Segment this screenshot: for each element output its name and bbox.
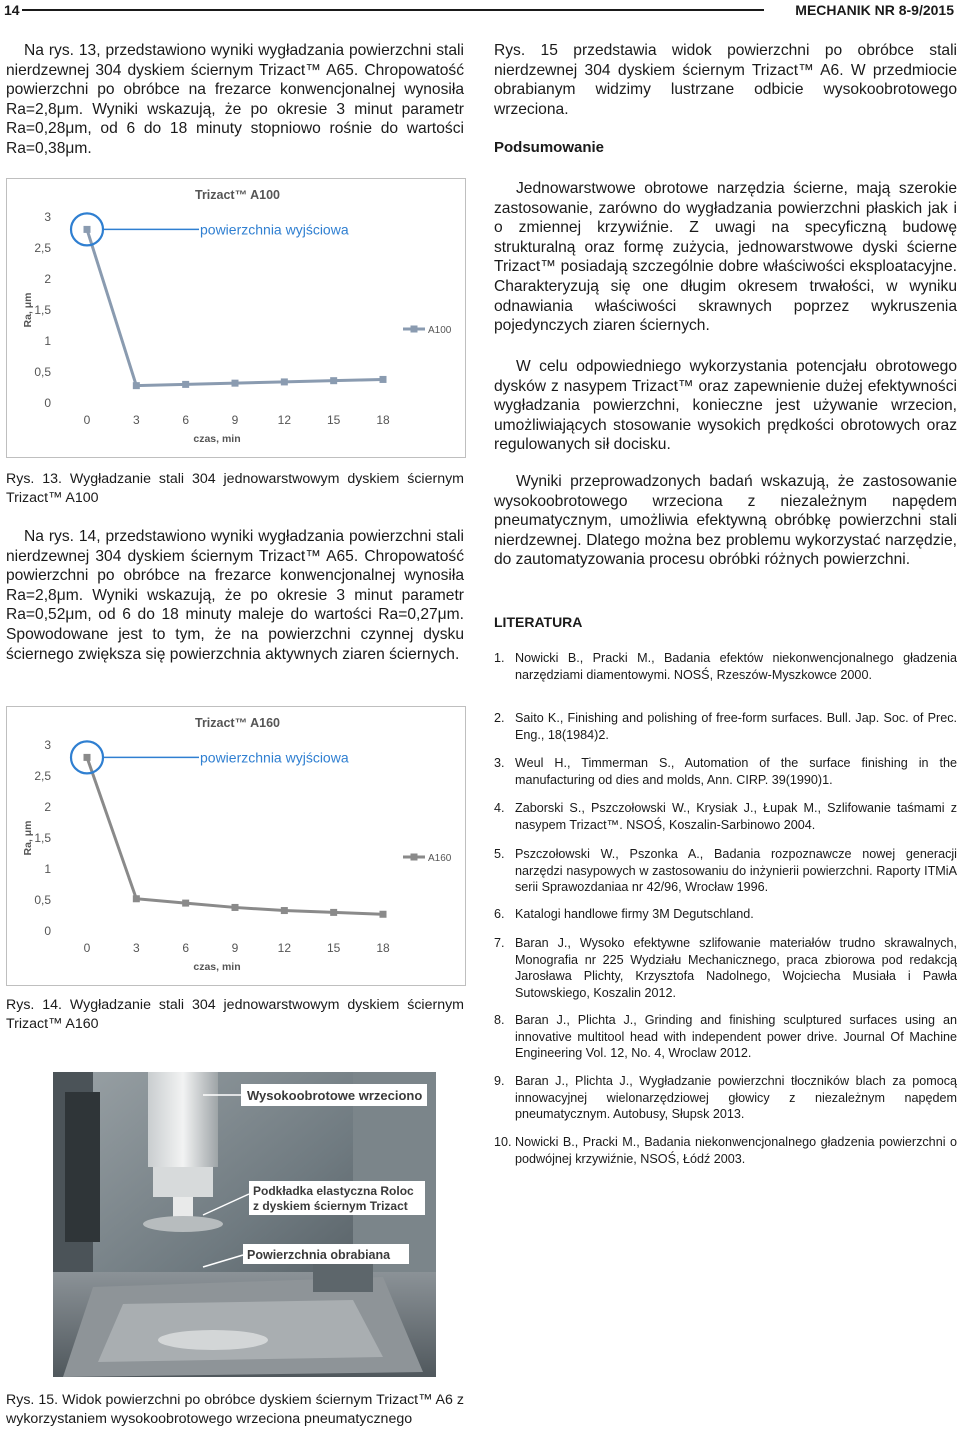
literature-heading: LITERATURA [494,614,583,630]
legend-marker [411,854,418,861]
photo-label-spindle: Wysokoobrotowe wrzeciono [247,1088,423,1103]
data-point [281,378,288,385]
series-line [87,757,383,914]
y-axis-label: Ra, μm [22,292,34,328]
reference-text: Katalogi handlowe firmy 3M Degutschland. [515,907,754,921]
data-point [133,382,140,389]
chart-a100 [6,178,466,458]
machine-photo-svg [53,1072,436,1377]
y-tick-label: 2,5 [34,241,51,255]
reference-item [494,935,957,1001]
x-tick-label: 9 [231,941,239,955]
y-tick-label: 2 [44,272,51,286]
y-tick-label: 0 [44,396,51,410]
y-tick-label: 1,5 [34,831,51,845]
x-tick-label: 18 [376,413,390,427]
reference-number: 4. [494,801,505,815]
data-point [380,911,387,918]
reference-number: 6. [494,907,505,921]
right-paragraph-1: Rys. 15 przedstawia widok powierzchni po obróbce stali nierdzewnej 304 dyskiem ściernym Trizact™ A6. W przedmiocie obrabianym widzimy lustrzane odbicie wysokoobrotowego wrzeciona. [494,42,957,118]
data-point [380,376,387,383]
summary-paragraph-3: Wyniki przeprowadzonych badań wskazują, że zastosowanie wysokoobrotowego wrzeciona z niezależnym napędem pneumatycznym, umożliwia efektywną obróbkę powierzchni stali nierdzewnej. Dlatego można bez problemu wykorzystać narzędzie, do zautomatyzowania procesu obróbki różnych powierzchni. [494,473,957,569]
legend-label: A160 [428,853,452,864]
x-tick-label: 3 [132,413,140,427]
chart-a160-svg [7,707,465,985]
y-tick-label: 1 [44,334,51,348]
x-tick-label: 15 [326,413,341,427]
data-point [84,226,91,233]
x-tick-label: 3 [132,941,140,955]
reference-text: Zaborski S., Pszczołowski W., Krysiak J., Łupak M., Szlifowanie taśmami z nasypem Trizact™. NSOŚ, Koszalin-Sarbinowo 2004. [515,801,957,832]
data-point [330,909,337,916]
data-point [232,380,239,387]
photo-label-pad-1: Podkładka elastyczna Roloc [253,1184,414,1198]
x-tick-label: 0 [83,941,91,955]
x-axis-label: czas, min [193,961,241,973]
summary-heading: Podsumowanie [494,139,605,156]
x-tick-label: 0 [83,413,91,427]
y-tick-label: 2,5 [34,769,51,783]
left-paragraph-2: Na rys. 14, przedstawiono wyniki wygładzania powierzchni stali nierdzewnej 304 dyskiem ściernym Trizact™ A65. Chropowatość powierzchni po obróbce na frezarce konwencjonalnej wynosiła Ra=2,8μm. Wyniki wskazują, że po okresie 3 minut parametr Ra=0,52μm, od 6 do 18 minuty maleje do wartości Ra=0,27μm. Spowodowane jest to tym, że na powierzchni czynnej dysku ściernego zwiększa się powierzchnia aktywnych ziaren ściernych. [6,528,464,663]
y-axis-label: Ra, μm [22,820,34,856]
y-tick-label: 0 [44,924,51,938]
reference-number: 1. [494,651,505,665]
reference-number: 7. [494,936,505,950]
data-point [281,907,288,914]
series-line [87,229,383,385]
machine-photo [53,1072,436,1377]
reference-text: Baran J., Wysoko efektywne szlifowanie materiałów trudno skrawalnych, Monografia nr 225 Wydziału Mechanicznego, praca zbiorowa pod redakcją Jarosława Plichty, Krzysztofa Nadolnego, Wojciecha Musiała i Pawła Sutowskiego, Koszalin 2012. [515,936,957,1000]
data-point [84,754,91,761]
reference-number: 9. [494,1074,505,1088]
chart-a100-svg [7,179,465,457]
annotation-label: powierzchnia wyjściowa [200,749,349,766]
reference-item [494,755,957,788]
y-tick-label: 1 [44,862,51,876]
reference-item [494,906,957,923]
chart-title: Trizact™ A100 [195,188,280,202]
y-tick-label: 0,5 [34,365,51,379]
data-point [330,377,337,384]
reference-item [494,650,957,683]
x-tick-label: 6 [182,413,190,427]
y-tick-label: 3 [44,210,51,224]
reference-text: Weul H., Timmerman S., Automation of the surface finishing in the manufacturing od dies and molds, Ann. CIRP. 39(1990)1. [515,756,957,787]
reference-number: 8. [494,1013,505,1027]
summary-paragraph-2: W celu odpowiedniego wykorzystania potencjału obrotowego dysków z nasypem Trizact™ oraz zapewnienie dużej efektywności wygładzania powierzchni, konieczne jest używanie wrzecion, umożliwiających stosowanie wysokich prędkości obrotowych oraz regulowanych sił docisku. [494,358,957,454]
reference-text: Saito K., Finishing and polishing of free-form surfaces. Bull. Jap. Soc. of Prec. Eng., 18(1984)2. [515,711,957,742]
reference-item [494,800,957,833]
photo-label-surface: Powierzchnia obrabiana [247,1248,391,1262]
reference-item [494,710,957,743]
caption-fig-13: Rys. 13. Wygładzanie stali 304 jednowarstwowym dyskiem ściernym Trizact™ A100 [6,471,464,506]
y-tick-label: 2 [44,800,51,814]
annotation-label: powierzchnia wyjściowa [200,221,349,238]
data-point [232,904,239,911]
photo-label-pad-2: z dyskiem ściernym Trizact [253,1199,408,1213]
reference-text: Nowicki B., Pracki M., Badania efektów niekonwencjonalnego gładzenia narzędziami diamentowymi. NOSŚ, Rzeszów-Myszkowce 2000. [515,651,957,682]
left-paragraph-1: Na rys. 13, przedstawiono wyniki wygładzania powierzchni stali nierdzewnej 304 dyskiem ściernym Trizact™ A65. Chropowatość powierzchni po obróbce na frezarce konwencjonalnej wynosiła Ra=2,8μm. Wyniki wskazują, że po okresie 3 minut parametr Ra=0,28μm, od 6 do 18 minuty stopniowo rośnie do wartości Ra=0,38μm. [6,42,464,157]
x-tick-label: 12 [277,941,292,955]
summary-paragraph-1: Jednowarstwowe obrotowe narzędzia ścierne, mają szerokie zastosowanie, zarówno do wygładzania powierzchni płaskich jak i o zmiennej krzywiźnie. Z uwagi na specyficzną budowę strukturalną oraz formę zużycia, jednowarstwowe dyski ścierne Trizact™ posiadają szczególnie dobre właściwości eksploatacyjne. Charakteryzują się one długim okresem trwałości, w wyniku odnawiania właściwości skrawnych poprzez wykruszenia pojedynczych ziaren ściernych. [494,180,957,335]
y-tick-label: 1,5 [34,303,51,317]
reference-item [494,1073,957,1123]
reference-text: Baran J., Plichta J., Grinding and finishing sculptured surfaces using an innovative multitool head with independent power drive. Journal Of Machine Engineering Vol. 12, No. 4, Wroclaw 2012. [515,1013,957,1060]
y-tick-label: 3 [44,738,51,752]
x-tick-label: 6 [182,941,190,955]
reference-number: 3. [494,756,505,770]
reference-item [494,1134,957,1167]
reference-number: 2. [494,711,505,725]
caption-fig-14: Rys. 14. Wygładzanie stali 304 jednowarstwowym dyskiem ściernym Trizact™ A160 [6,997,464,1032]
x-tick-label: 15 [326,941,341,955]
data-point [133,895,140,902]
legend-marker [411,326,418,333]
header-rule [22,9,764,11]
caption-fig-15: Rys. 15. Widok powierzchni po obróbce dyskiem ściernym Trizact™ A6 z wykorzystaniem wysokoobrotowego wrzeciona pneumatycznego [6,1392,464,1427]
journal-title: MECHANIK NR 8-9/2015 [795,2,954,18]
legend-label: A100 [428,325,452,336]
chart-title: Trizact™ A160 [195,716,280,730]
reference-number: 5. [494,847,505,861]
data-point [182,900,189,907]
x-tick-label: 12 [277,413,292,427]
y-tick-label: 0,5 [34,893,51,907]
x-tick-label: 18 [376,941,390,955]
reference-item [494,1012,957,1062]
reference-text: Pszczołowski W., Pszonka A., Badania rozpoznawcze nowej generacji narzędzi nasypowych w zastosowaniu do inżynierii powierzchni. Raporty ITMiA serii Sprawozdaniaa nr 42/96, Wrocław 1996. [515,847,957,894]
reference-number: 10. [494,1135,512,1149]
reference-text: Baran J., Plichta J., Wygładzanie powierzchni tłoczników blach za pomocą innowacyjnej wielonarzędziowej głowicy z niezależnym napędem pneumatycznym. Autobusy, Słupsk 2013. [515,1074,957,1121]
chart-a160 [6,706,466,986]
data-point [182,381,189,388]
x-tick-label: 9 [231,413,239,427]
x-axis-label: czas, min [193,433,241,445]
reference-item [494,846,957,896]
page-number: 14 [4,2,20,18]
reference-text: Nowicki B., Pracki M., Badania niekonwencjonalnego gładzenia powierzchni o podwójnej krzywiźnie, NSOŚ, Łódź 2003. [515,1135,957,1166]
